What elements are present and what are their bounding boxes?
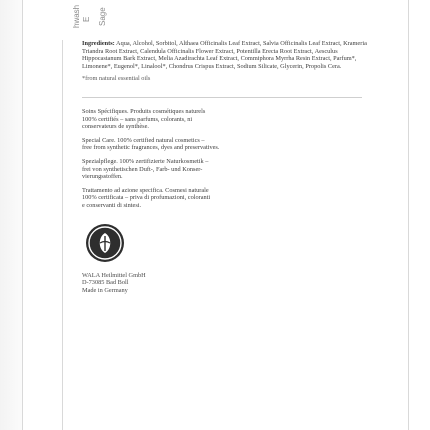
company-name: WALA Heilmittel GmbH	[82, 271, 146, 279]
claim-en-line1: Special Care. 100% certified natural cosmetics –	[82, 136, 205, 144]
company-address: D-73085 Bad Boll	[82, 279, 129, 287]
ingredients-label: Ingredients:	[82, 40, 115, 47]
ingredients-text: Aqua, Alcohol, Sorbitol, Althaea Officinalis Leaf Extract, Salvia Officinalis Leaf Extract, Krameria Triandra Root Extract, Calendula Officinalis Flower Extract, Potentilla Erecta Root Extract, Aesculus Hippocastanum Bark Extract, Melia Azadirachta Leaf Extract, Commiphora Myrrha Resin Extract, Parfum*, Limonene*, Eugenol*, Linalool*, Chondrus Crispus Extract, Sodium Silicate, Glycerin, Propolis Cera.	[82, 40, 367, 70]
certification-logo-icon	[86, 224, 124, 262]
claim-en-line2: free from synthetic fragrances, dyes and preservatives.	[82, 144, 220, 152]
claim-de	[82, 158, 372, 181]
text-panel	[82, 40, 372, 294]
rotated-fragment-1: E	[82, 16, 91, 22]
claim-fr-line2: 100% certifiés – sans parfums, colorants, ni	[82, 115, 193, 123]
claim-de-line1: Spezialpflege. 100% zertifizierte Naturkosmetik –	[82, 157, 209, 165]
claim-it	[82, 187, 372, 210]
company-origin: Made in Germany	[82, 286, 128, 294]
claim-it-line2: 100% certificata – priva di profumazioni, coloranti	[82, 194, 211, 202]
claim-fr-line3: conservateurs de synthèse.	[82, 123, 149, 131]
claim-it-line3: e conservanti di sintesi.	[82, 201, 142, 209]
side-flap	[0, 0, 22, 430]
rotated-fragment-2: Sage	[98, 7, 107, 26]
fold-line-inner	[62, 40, 63, 430]
rotated-fragment-3: hwash	[72, 4, 81, 28]
fold-line-right	[408, 0, 409, 430]
claim-de-line2: frei von synthetischen Duft-, Farb- und Konser-	[82, 165, 203, 173]
footnote: *from natural essential oils	[82, 75, 151, 83]
top-rotated-text	[40, 0, 240, 30]
claim-en	[82, 137, 372, 152]
claim-fr-line1: Soins Spécifiques. Produits cosmétiques naturels	[82, 107, 206, 115]
claim-fr	[82, 108, 372, 131]
claim-de-line3: vierungsstoffen.	[82, 173, 123, 181]
fold-line-left	[22, 0, 23, 430]
manufacturer-info	[82, 272, 372, 295]
claim-it-line1: Trattamento ad azione specifica. Cosmesi naturale	[82, 186, 209, 194]
divider	[82, 97, 362, 98]
ingredients-paragraph	[82, 40, 372, 70]
